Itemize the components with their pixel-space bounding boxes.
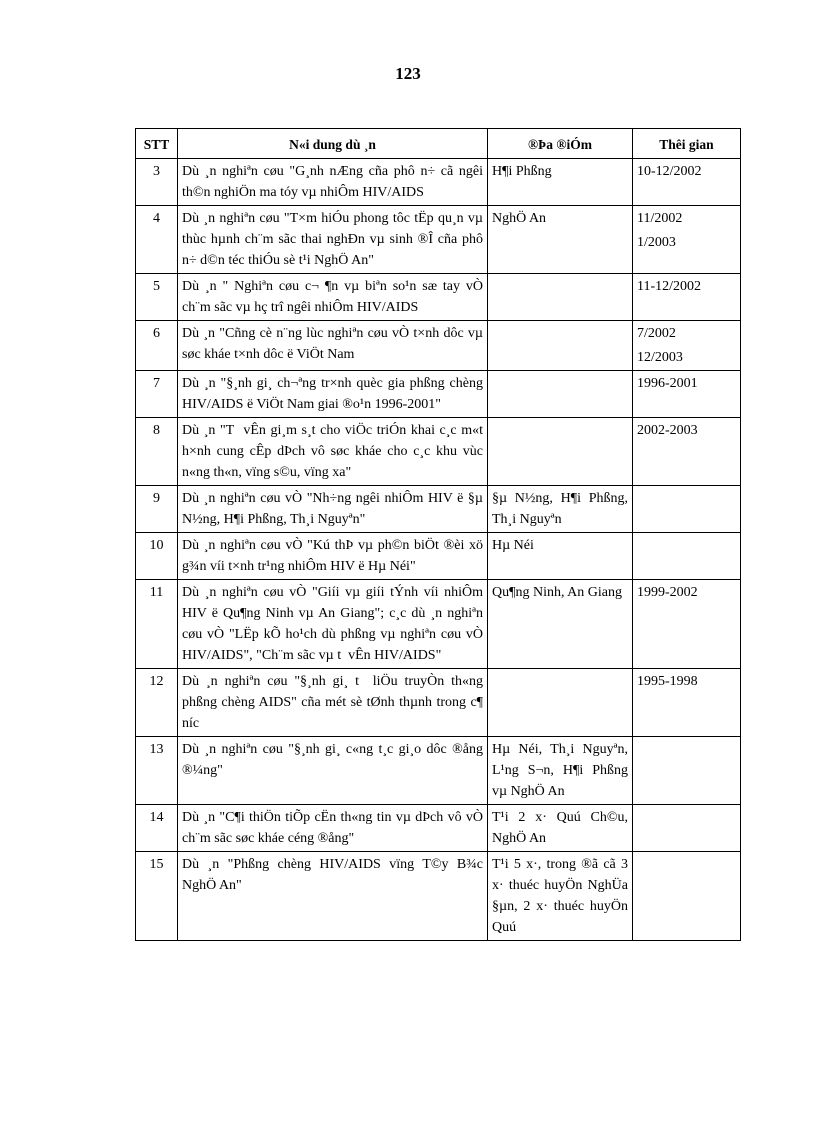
table-row [136,159,741,206]
row-location: §µ N½ng, H¶i Phßng, Th¸i Nguyªn [488,486,633,533]
row-content: Dù ¸n nghiªn cøu vÒ "Kú thÞ vµ ph©n biÖt ®èi xö g¾n víi t×nh tr¹ng nhiÔm HIV ë Hµ Néi" [178,533,488,580]
row-time [633,805,741,852]
row-time-value: 1995-1998 [637,674,698,689]
row-time [633,418,741,486]
table-row [136,486,741,533]
row-time [633,533,741,580]
row-time [633,669,741,737]
table-row [136,852,741,941]
row-time-value: 11-12/2002 [637,279,702,294]
header-content: N«i dung dù ¸n [178,129,488,159]
row-time [633,274,741,321]
row-stt: 15 [136,852,178,941]
row-stt: 3 [136,159,178,206]
row-location: H¶i Phßng [488,159,633,206]
row-location [488,371,633,418]
row-stt: 8 [136,418,178,486]
row-time-value: 7/2002 [637,326,676,341]
row-content: Dù ¸n "Cñng cè n¨ng lùc nghiªn cøu vÒ t×nh dôc vµ søc kháe t×nh dôc ë ViÖt Nam [178,321,488,371]
table-header-row [136,129,741,159]
row-content: Dù ¸n "T vÊn gi¸m s¸t cho viÖc triÓn khai c¸c m«t h×nh cung cÊp dÞch vô søc kháe cho c¸c khu vùc n«ng th«n, vïng s©u, vïng xa" [178,418,488,486]
row-location [488,321,633,371]
row-stt: 6 [136,321,178,371]
row-time [633,580,741,669]
header-stt: STT [136,129,178,159]
row-location: NghÖ An [488,206,633,274]
row-stt: 14 [136,805,178,852]
row-location [488,418,633,486]
row-time [633,206,741,274]
row-location [488,669,633,737]
row-stt: 13 [136,737,178,805]
table-row [136,274,741,321]
row-content: Dù ¸n nghiªn cøu "§¸nh gi¸ t liÖu truyÒn th«ng phßng chèng AIDS" cña mét sè tØnh thµnh trong c¶ níc [178,669,488,737]
row-time [633,321,741,371]
row-location: T¹i 2 x· Quú Ch©u, NghÖ An [488,805,633,852]
row-stt: 5 [136,274,178,321]
header-time: Thêi gian [633,129,741,159]
page-number: 123 [395,64,421,83]
row-content: Dù ¸n nghiªn cøu vÒ "Nh÷ng ngêi nhiÔm HIV ë §µ N½ng, H¶i Phßng, Th¸i Nguyªn" [178,486,488,533]
row-time [633,737,741,805]
row-content: Dù ¸n " Nghiªn cøu c¬ ¶n vµ biªn so¹n sæ tay vÒ ch¨m sãc vµ hç trî ngêi nhiÔm HIV/AIDS [178,274,488,321]
table-row [136,737,741,805]
row-content: Dù ¸n "§¸nh gi¸ ch¬ªng tr×nh quèc gia phßng chèng HIV/AIDS ë ViÖt Nam giai ®o¹n 1996-2001" [178,371,488,418]
row-content: Dù ¸n nghiªn cøu vÒ "Giíi vµ giíi tÝnh víi nhiÔm HIV ë Qu¶ng Ninh vµ An Giang"; c¸c dù ¸n nghiªn cøu vÒ "LËp kÕ ho¹ch dù phßng vµ nghiªn cøu vÒ HIV/AIDS", "Ch¨m sãc vµ t vÊn HIV/AIDS" [178,580,488,669]
project-table [135,128,741,941]
row-location: Hµ Néi, Th¸i Nguyªn, L¹ng S¬n, H¶i Phßng vµ NghÖ An [488,737,633,805]
row-stt: 7 [136,371,178,418]
table-row [136,580,741,669]
row-time-value: 11/2002 [637,211,683,226]
table-row [136,669,741,737]
table-row [136,321,741,371]
row-time-value: 1/2003 [637,235,676,250]
table-row [136,206,741,274]
header-location: ®Þa ®iÓm [488,129,633,159]
row-content: Dù ¸n nghiªn cøu "§¸nh gi¸ c«ng t¸c gi¸o dôc ®ång ®¼ng" [178,737,488,805]
row-time [633,159,741,206]
table-row [136,533,741,580]
row-stt: 9 [136,486,178,533]
row-content: Dù ¸n "Phßng chèng HIV/AIDS vïng T©y B¾c NghÖ An" [178,852,488,941]
row-stt: 12 [136,669,178,737]
table-row [136,371,741,418]
row-time-value: 1999-2002 [637,585,698,600]
row-location: T¹i 5 x·, trong ®ã cã 3 x· thuéc huyÖn NghÜa §µn, 2 x· thuéc huyÖn Quú [488,852,633,941]
row-content: Dù ¸n nghiªn cøu "T×m hiÓu phong tôc tËp qu¸n vµ thùc hµnh ch¨m sãc thai nghÐn vµ sinh ®Î cña phô n÷ d©n téc thiÓu sè t¹i NghÖ An" [178,206,488,274]
row-time [633,371,741,418]
row-stt: 10 [136,533,178,580]
row-time-value: 10-12/2002 [637,164,702,179]
table-row [136,805,741,852]
row-time-value: 1996-2001 [637,376,698,391]
row-location: Hµ Néi [488,533,633,580]
row-time-value: 12/2003 [637,350,683,365]
row-time [633,486,741,533]
row-content: Dù ¸n nghiªn cøu "G¸nh nÆng cña phô n÷ cã ngêi th©n nghiÖn ma tóy vµ nhiÔm HIV/AIDS [178,159,488,206]
row-stt: 11 [136,580,178,669]
row-stt: 4 [136,206,178,274]
row-location [488,274,633,321]
row-time [633,852,741,941]
table-row [136,418,741,486]
row-location: Qu¶ng Ninh, An Giang [488,580,633,669]
row-content: Dù ¸n "C¶i thiÖn tiÕp cËn th«ng tin vµ dÞch vô vÒ ch¨m sãc søc kháe céng ®ång" [178,805,488,852]
row-time-value: 2002-2003 [637,423,698,438]
